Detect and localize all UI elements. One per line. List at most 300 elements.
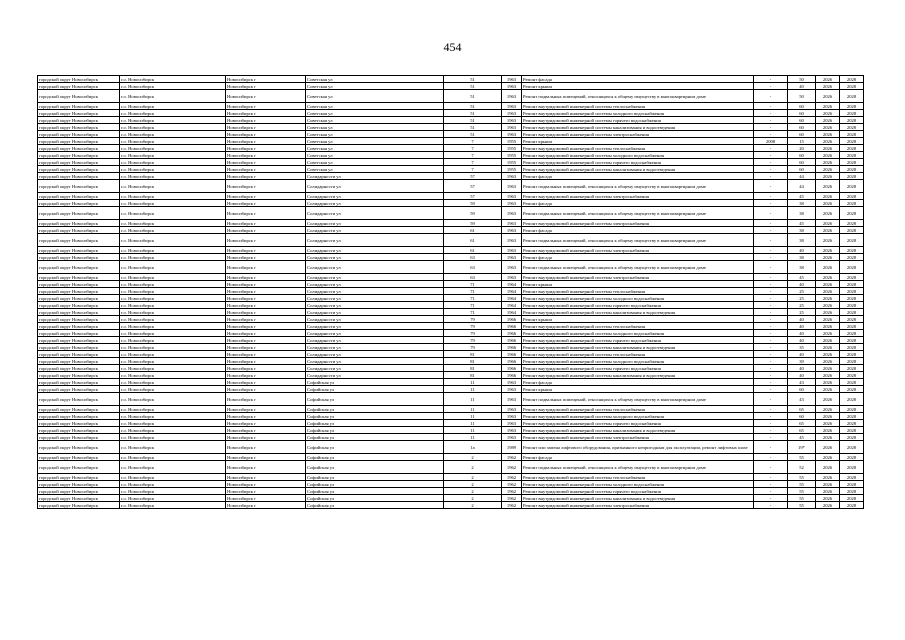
settlement-cell: г.о. Новосибирск bbox=[120, 103, 226, 110]
work-type-cell: Ремонт внутридомовой инженерной системы горячего водоснабжения bbox=[522, 365, 754, 372]
street-cell: Софийская ул bbox=[306, 495, 444, 502]
settlement-cell: г.о. Новосибирск bbox=[120, 261, 226, 274]
plan-end-year-cell: 2028 bbox=[840, 254, 864, 261]
plan-start-year-cell: 2026 bbox=[816, 76, 840, 83]
plan-start-year-cell: 2026 bbox=[816, 372, 840, 379]
plan-start-year-cell: 2026 bbox=[816, 441, 840, 454]
plan-end-year-cell: 2028 bbox=[840, 330, 864, 337]
plan-end-year-cell: 2028 bbox=[840, 159, 864, 166]
plan-start-year-cell: 2026 bbox=[816, 427, 840, 434]
house-number-cell: 7 bbox=[444, 138, 502, 145]
street-cell: Советская ул bbox=[306, 159, 444, 166]
municipality-cell: городской округ Новосибирск bbox=[38, 281, 120, 288]
street-cell: Солидарности ул bbox=[306, 337, 444, 344]
work-type-cell: Ремонт внутридомовой инженерной системы канализования и водоотведения bbox=[522, 495, 754, 502]
last-repair-year-cell: - bbox=[754, 474, 788, 481]
table-row bbox=[38, 481, 864, 488]
municipality-cell: городской округ Новосибирск bbox=[38, 166, 120, 173]
municipality-cell: городской округ Новосибирск bbox=[38, 234, 120, 247]
last-repair-year-cell: - bbox=[754, 90, 788, 103]
table-row bbox=[38, 337, 864, 344]
street-cell: Солидарности ул bbox=[306, 200, 444, 207]
last-repair-year-cell: - bbox=[754, 83, 788, 90]
municipality-cell: городской округ Новосибирск bbox=[38, 323, 120, 330]
work-type-cell: Ремонт подвальных помещений, относящихся к общему имуществу в многоквартирном доме bbox=[522, 393, 754, 406]
build-year-cell: 1963 bbox=[502, 110, 522, 117]
city-cell: Новосибирск г bbox=[226, 166, 306, 173]
wear-percent-cell: 60 bbox=[788, 413, 816, 420]
plan-end-year-cell: 2028 bbox=[840, 117, 864, 124]
plan-start-year-cell: 2026 bbox=[816, 420, 840, 427]
table-row bbox=[38, 173, 864, 180]
last-repair-year-cell: - bbox=[754, 481, 788, 488]
last-repair-year-cell: - bbox=[754, 173, 788, 180]
settlement-cell: г.о. Новосибирск bbox=[120, 180, 226, 193]
build-year-cell: 1962 bbox=[502, 461, 522, 474]
wear-percent-cell: 50 bbox=[788, 90, 816, 103]
settlement-cell: г.о. Новосибирск bbox=[120, 365, 226, 372]
city-cell: Новосибирск г bbox=[226, 441, 306, 454]
plan-start-year-cell: 2026 bbox=[816, 83, 840, 90]
plan-end-year-cell: 2028 bbox=[840, 358, 864, 365]
work-type-cell: Ремонт внутридомовой инженерной системы электроснабжения bbox=[522, 220, 754, 227]
table-row bbox=[38, 261, 864, 274]
city-cell: Новосибирск г bbox=[226, 413, 306, 420]
plan-start-year-cell: 2026 bbox=[816, 323, 840, 330]
municipality-cell: городской округ Новосибирск bbox=[38, 200, 120, 207]
house-number-cell: 57 bbox=[444, 180, 502, 193]
settlement-cell: г.о. Новосибирск bbox=[120, 434, 226, 441]
work-type-cell: Ремонт внутридомовой инженерной системы теплоснабжения bbox=[522, 323, 754, 330]
city-cell: Новосибирск г bbox=[226, 180, 306, 193]
street-cell: Солидарности ул bbox=[306, 330, 444, 337]
wear-percent-cell: 55 bbox=[788, 474, 816, 481]
municipality-cell: городской округ Новосибирск bbox=[38, 420, 120, 427]
municipality-cell: городской округ Новосибирск bbox=[38, 474, 120, 481]
table-row bbox=[38, 83, 864, 90]
settlement-cell: г.о. Новосибирск bbox=[120, 138, 226, 145]
table-row bbox=[38, 227, 864, 234]
table-row bbox=[38, 131, 864, 138]
city-cell: Новосибирск г bbox=[226, 316, 306, 323]
plan-start-year-cell: 2026 bbox=[816, 413, 840, 420]
settlement-cell: г.о. Новосибирск bbox=[120, 227, 226, 234]
table-row bbox=[38, 379, 864, 386]
table-row bbox=[38, 427, 864, 434]
house-number-cell: 59 bbox=[444, 200, 502, 207]
build-year-cell: 1955 bbox=[502, 166, 522, 173]
work-type-cell: Ремонт внутридомовой инженерной системы горячего водоснабжения bbox=[522, 420, 754, 427]
table-row bbox=[38, 90, 864, 103]
work-type-cell: Ремонт внутридомовой инженерной системы холодного водоснабжения bbox=[522, 330, 754, 337]
plan-end-year-cell: 2028 bbox=[840, 461, 864, 474]
build-year-cell: 1963 bbox=[502, 200, 522, 207]
plan-start-year-cell: 2026 bbox=[816, 159, 840, 166]
plan-start-year-cell: 2026 bbox=[816, 351, 840, 358]
municipality-cell: городской округ Новосибирск bbox=[38, 131, 120, 138]
street-cell: Солидарности ул bbox=[306, 220, 444, 227]
municipality-cell: городской округ Новосибирск bbox=[38, 173, 120, 180]
table-row bbox=[38, 247, 864, 254]
work-type-cell: Ремонт внутридомовой инженерной системы канализования и водоотведения bbox=[522, 124, 754, 131]
table-row bbox=[38, 159, 864, 166]
house-number-cell: 2 bbox=[444, 474, 502, 481]
municipality-cell: городской округ Новосибирск bbox=[38, 261, 120, 274]
build-year-cell: 1963 bbox=[502, 207, 522, 220]
last-repair-year-cell: - bbox=[754, 344, 788, 351]
plan-end-year-cell: 2028 bbox=[840, 152, 864, 159]
plan-end-year-cell: 2028 bbox=[840, 200, 864, 207]
municipality-cell: городской округ Новосибирск bbox=[38, 180, 120, 193]
wear-percent-cell: 55 bbox=[788, 502, 816, 509]
table-row bbox=[38, 117, 864, 124]
build-year-cell: 1963 bbox=[502, 427, 522, 434]
plan-end-year-cell: 2028 bbox=[840, 193, 864, 200]
wear-percent-cell: 44 bbox=[788, 173, 816, 180]
street-cell: Солидарности ул bbox=[306, 193, 444, 200]
settlement-cell: г.о. Новосибирск bbox=[120, 337, 226, 344]
work-type-cell: Ремонт внутридомовой инженерной системы теплоснабжения bbox=[522, 406, 754, 413]
table-row bbox=[38, 474, 864, 481]
build-year-cell: 1966 bbox=[502, 316, 522, 323]
street-cell: Солидарности ул bbox=[306, 288, 444, 295]
house-number-cell: 57 bbox=[444, 173, 502, 180]
municipality-cell: городской округ Новосибирск bbox=[38, 502, 120, 509]
build-year-cell: 1963 bbox=[502, 131, 522, 138]
plan-start-year-cell: 2026 bbox=[816, 295, 840, 302]
work-type-cell: Ремонт внутридомовой инженерной системы горячего водоснабжения bbox=[522, 488, 754, 495]
work-type-cell: Ремонт внутридомовой инженерной системы канализования и водоотведения bbox=[522, 166, 754, 173]
street-cell: Софийская ул bbox=[306, 454, 444, 461]
municipality-cell: городской округ Новосибирск bbox=[38, 138, 120, 145]
municipality-cell: городской округ Новосибирск bbox=[38, 288, 120, 295]
work-type-cell: Ремонт внутридомовой инженерной системы электроснабжения bbox=[522, 193, 754, 200]
house-number-cell: 11 bbox=[444, 420, 502, 427]
plan-end-year-cell: 2028 bbox=[840, 406, 864, 413]
wear-percent-cell: 40 bbox=[788, 247, 816, 254]
municipality-cell: городской округ Новосибирск bbox=[38, 316, 120, 323]
settlement-cell: г.о. Новосибирск bbox=[120, 413, 226, 420]
table-row bbox=[38, 495, 864, 502]
plan-end-year-cell: 2028 bbox=[840, 166, 864, 173]
house-number-cell: 79 bbox=[444, 316, 502, 323]
plan-start-year-cell: 2026 bbox=[816, 200, 840, 207]
wear-percent-cell: 55 bbox=[788, 495, 816, 502]
street-cell: Софийская ул bbox=[306, 393, 444, 406]
wear-percent-cell: 52 bbox=[788, 461, 816, 474]
municipality-cell: городской округ Новосибирск bbox=[38, 220, 120, 227]
wear-percent-cell: 25 bbox=[788, 288, 816, 295]
settlement-cell: г.о. Новосибирск bbox=[120, 488, 226, 495]
plan-end-year-cell: 2028 bbox=[840, 220, 864, 227]
wear-percent-cell: 55 bbox=[788, 488, 816, 495]
plan-end-year-cell: 2028 bbox=[840, 180, 864, 193]
settlement-cell: г.о. Новосибирск bbox=[120, 166, 226, 173]
plan-start-year-cell: 2026 bbox=[816, 152, 840, 159]
build-year-cell: 1963 bbox=[502, 220, 522, 227]
plan-start-year-cell: 2026 bbox=[816, 316, 840, 323]
plan-start-year-cell: 2026 bbox=[816, 234, 840, 247]
city-cell: Новосибирск г bbox=[226, 481, 306, 488]
city-cell: Новосибирск г bbox=[226, 337, 306, 344]
street-cell: Солидарности ул bbox=[306, 344, 444, 351]
last-repair-year-cell: - bbox=[754, 193, 788, 200]
street-cell: Советская ул bbox=[306, 166, 444, 173]
municipality-cell: городской округ Новосибирск bbox=[38, 337, 120, 344]
plan-start-year-cell: 2026 bbox=[816, 330, 840, 337]
municipality-cell: городской округ Новосибирск bbox=[38, 488, 120, 495]
city-cell: Новосибирск г bbox=[226, 227, 306, 234]
street-cell: Софийская ул bbox=[306, 502, 444, 509]
wear-percent-cell: 45 bbox=[788, 434, 816, 441]
city-cell: Новосибирск г bbox=[226, 193, 306, 200]
wear-percent-cell: 38 bbox=[788, 234, 816, 247]
municipality-cell: городской округ Новосибирск bbox=[38, 358, 120, 365]
build-year-cell: 1963 bbox=[502, 173, 522, 180]
last-repair-year-cell: - bbox=[754, 124, 788, 131]
last-repair-year-cell: - bbox=[754, 372, 788, 379]
last-repair-year-cell: - bbox=[754, 207, 788, 220]
build-year-cell: 1963 bbox=[502, 124, 522, 131]
house-number-cell: 11 bbox=[444, 379, 502, 386]
wear-percent-cell: 15 bbox=[788, 138, 816, 145]
plan-end-year-cell: 2028 bbox=[840, 131, 864, 138]
plan-start-year-cell: 2026 bbox=[816, 309, 840, 316]
plan-start-year-cell: 2026 bbox=[816, 288, 840, 295]
last-repair-year-cell: - bbox=[754, 288, 788, 295]
wear-percent-cell: 45 bbox=[788, 220, 816, 227]
street-cell: Софийская ул bbox=[306, 379, 444, 386]
build-year-cell: 1963 bbox=[502, 413, 522, 420]
work-type-cell: Ремонт крыши bbox=[522, 138, 754, 145]
house-number-cell: 79 bbox=[444, 323, 502, 330]
settlement-cell: г.о. Новосибирск bbox=[120, 454, 226, 461]
municipality-cell: городской округ Новосибирск bbox=[38, 379, 120, 386]
last-repair-year-cell: - bbox=[754, 351, 788, 358]
city-cell: Новосибирск г bbox=[226, 76, 306, 83]
settlement-cell: г.о. Новосибирск bbox=[120, 90, 226, 103]
plan-end-year-cell: 2028 bbox=[840, 495, 864, 502]
municipality-cell: городской округ Новосибирск bbox=[38, 145, 120, 152]
build-year-cell: 1963 bbox=[502, 386, 522, 393]
table-row bbox=[38, 330, 864, 337]
plan-end-year-cell: 2028 bbox=[840, 247, 864, 254]
table-row bbox=[38, 406, 864, 413]
plan-end-year-cell: 2028 bbox=[840, 173, 864, 180]
wear-percent-cell: 40 bbox=[788, 330, 816, 337]
wear-percent-cell: 43 bbox=[788, 393, 816, 406]
street-cell: Солидарности ул bbox=[306, 309, 444, 316]
municipality-cell: городской округ Новосибирск bbox=[38, 372, 120, 379]
plan-end-year-cell: 2028 bbox=[840, 76, 864, 83]
street-cell: Софийская ул bbox=[306, 427, 444, 434]
settlement-cell: г.о. Новосибирск bbox=[120, 247, 226, 254]
wear-percent-cell: 45 bbox=[788, 274, 816, 281]
work-type-cell: Ремонт подвальных помещений, относящихся к общему имуществу в многоквартирном доме bbox=[522, 90, 754, 103]
city-cell: Новосибирск г bbox=[226, 83, 306, 90]
last-repair-year-cell: - bbox=[754, 337, 788, 344]
work-type-cell: Ремонт подвальных помещений, относящихся к общему имуществу в многоквартирном доме bbox=[522, 261, 754, 274]
house-number-cell: 7 bbox=[444, 159, 502, 166]
house-number-cell: 51 bbox=[444, 117, 502, 124]
street-cell: Софийская ул bbox=[306, 474, 444, 481]
plan-end-year-cell: 2028 bbox=[840, 323, 864, 330]
settlement-cell: г.о. Новосибирск bbox=[120, 474, 226, 481]
house-number-cell: 2 bbox=[444, 481, 502, 488]
street-cell: Солидарности ул bbox=[306, 372, 444, 379]
settlement-cell: г.о. Новосибирск bbox=[120, 427, 226, 434]
plan-end-year-cell: 2028 bbox=[840, 302, 864, 309]
wear-percent-cell: 55 bbox=[788, 481, 816, 488]
municipality-cell: городской округ Новосибирск bbox=[38, 344, 120, 351]
street-cell: Советская ул bbox=[306, 117, 444, 124]
build-year-cell: 1964 bbox=[502, 281, 522, 288]
wear-percent-cell: 60 bbox=[788, 166, 816, 173]
build-year-cell: 1962 bbox=[502, 495, 522, 502]
wear-percent-cell: 60 bbox=[788, 152, 816, 159]
plan-end-year-cell: 2028 bbox=[840, 110, 864, 117]
table-row bbox=[38, 180, 864, 193]
plan-start-year-cell: 2026 bbox=[816, 261, 840, 274]
last-repair-year-cell: - bbox=[754, 281, 788, 288]
work-type-cell: Ремонт подвальных помещений, относящихся к общему имуществу в многоквартирном доме bbox=[522, 207, 754, 220]
plan-end-year-cell: 2028 bbox=[840, 427, 864, 434]
city-cell: Новосибирск г bbox=[226, 274, 306, 281]
last-repair-year-cell: - bbox=[754, 316, 788, 323]
house-number-cell: 51 bbox=[444, 76, 502, 83]
street-cell: Солидарности ул bbox=[306, 358, 444, 365]
table-row bbox=[38, 386, 864, 393]
settlement-cell: г.о. Новосибирск bbox=[120, 220, 226, 227]
city-cell: Новосибирск г bbox=[226, 90, 306, 103]
wear-percent-cell: 60 bbox=[788, 124, 816, 131]
last-repair-year-cell: - bbox=[754, 323, 788, 330]
work-type-cell: Ремонт крыши bbox=[522, 281, 754, 288]
wear-percent-cell: 40 bbox=[788, 351, 816, 358]
build-year-cell: 1963 bbox=[502, 254, 522, 261]
build-year-cell: 1964 bbox=[502, 295, 522, 302]
city-cell: Новосибирск г bbox=[226, 474, 306, 481]
house-number-cell: 1a bbox=[444, 441, 502, 454]
house-number-cell: 11 bbox=[444, 413, 502, 420]
city-cell: Новосибирск г bbox=[226, 302, 306, 309]
settlement-cell: г.о. Новосибирск bbox=[120, 295, 226, 302]
last-repair-year-cell: - bbox=[754, 152, 788, 159]
table-row bbox=[38, 434, 864, 441]
work-type-cell: Ремонт внутридомовой инженерной системы теплоснабжения bbox=[522, 103, 754, 110]
plan-start-year-cell: 2026 bbox=[816, 488, 840, 495]
city-cell: Новосибирск г bbox=[226, 131, 306, 138]
plan-start-year-cell: 2026 bbox=[816, 502, 840, 509]
build-year-cell: 1963 bbox=[502, 434, 522, 441]
last-repair-year-cell: - bbox=[754, 76, 788, 83]
street-cell: Софийская ул bbox=[306, 441, 444, 454]
house-number-cell: 61 bbox=[444, 234, 502, 247]
last-repair-year-cell: - bbox=[754, 502, 788, 509]
municipality-cell: городской округ Новосибирск bbox=[38, 117, 120, 124]
plan-start-year-cell: 2026 bbox=[816, 434, 840, 441]
last-repair-year-cell: - bbox=[754, 495, 788, 502]
last-repair-year-cell: - bbox=[754, 413, 788, 420]
last-repair-year-cell: - bbox=[754, 406, 788, 413]
work-type-cell: Ремонт фасада bbox=[522, 379, 754, 386]
table-row bbox=[38, 488, 864, 495]
work-type-cell: Ремонт крыши bbox=[522, 83, 754, 90]
street-cell: Советская ул bbox=[306, 145, 444, 152]
street-cell: Солидарности ул bbox=[306, 365, 444, 372]
street-cell: Софийская ул bbox=[306, 413, 444, 420]
table-row bbox=[38, 302, 864, 309]
plan-start-year-cell: 2026 bbox=[816, 131, 840, 138]
page-number: 454 bbox=[443, 40, 462, 54]
plan-end-year-cell: 2028 bbox=[840, 124, 864, 131]
street-cell: Солидарности ул bbox=[306, 173, 444, 180]
city-cell: Новосибирск г bbox=[226, 207, 306, 220]
wear-percent-cell: 65 bbox=[788, 406, 816, 413]
municipality-cell: городской округ Новосибирск bbox=[38, 295, 120, 302]
plan-start-year-cell: 2026 bbox=[816, 254, 840, 261]
build-year-cell: 1966 bbox=[502, 358, 522, 365]
build-year-cell: 1966 bbox=[502, 330, 522, 337]
build-year-cell: 1966 bbox=[502, 365, 522, 372]
municipality-cell: городской округ Новосибирск bbox=[38, 227, 120, 234]
plan-start-year-cell: 2026 bbox=[816, 454, 840, 461]
settlement-cell: г.о. Новосибирск bbox=[120, 207, 226, 220]
house-number-cell: 51 bbox=[444, 90, 502, 103]
build-year-cell: 1962 bbox=[502, 481, 522, 488]
plan-start-year-cell: 2026 bbox=[816, 358, 840, 365]
street-cell: Софийская ул bbox=[306, 481, 444, 488]
wear-percent-cell: 44 bbox=[788, 180, 816, 193]
house-number-cell: 81 bbox=[444, 372, 502, 379]
table-row bbox=[38, 358, 864, 365]
work-type-cell: Ремонт внутридомовой инженерной системы теплоснабжения bbox=[522, 474, 754, 481]
plan-start-year-cell: 2026 bbox=[816, 337, 840, 344]
work-type-cell: Ремонт или замена лифтового оборудования, признанного непригодным для эксплуатации, ремонт лифтовых шахт bbox=[522, 441, 754, 454]
house-number-cell: 79 bbox=[444, 330, 502, 337]
house-number-cell: 71 bbox=[444, 295, 502, 302]
city-cell: Новосибирск г bbox=[226, 234, 306, 247]
plan-end-year-cell: 2028 bbox=[840, 413, 864, 420]
city-cell: Новосибирск г bbox=[226, 386, 306, 393]
last-repair-year-cell: - bbox=[754, 200, 788, 207]
plan-end-year-cell: 2028 bbox=[840, 234, 864, 247]
city-cell: Новосибирск г bbox=[226, 461, 306, 474]
plan-start-year-cell: 2026 bbox=[816, 193, 840, 200]
wear-percent-cell: 40 bbox=[788, 83, 816, 90]
table-row bbox=[38, 254, 864, 261]
plan-end-year-cell: 2028 bbox=[840, 474, 864, 481]
wear-percent-cell: 60 bbox=[788, 110, 816, 117]
table-row bbox=[38, 281, 864, 288]
city-cell: Новосибирск г bbox=[226, 138, 306, 145]
plan-end-year-cell: 2028 bbox=[840, 274, 864, 281]
last-repair-year-cell: - bbox=[754, 166, 788, 173]
plan-end-year-cell: 2028 bbox=[840, 337, 864, 344]
work-type-cell: Ремонт внутридомовой инженерной системы электроснабжения bbox=[522, 434, 754, 441]
municipality-cell: городской округ Новосибирск bbox=[38, 247, 120, 254]
city-cell: Новосибирск г bbox=[226, 495, 306, 502]
wear-percent-cell: 40 bbox=[788, 365, 816, 372]
build-year-cell: 1962 bbox=[502, 488, 522, 495]
settlement-cell: г.о. Новосибирск bbox=[120, 502, 226, 509]
build-year-cell: 1955 bbox=[502, 159, 522, 166]
house-number-cell: 79 bbox=[444, 344, 502, 351]
wear-percent-cell: 40 bbox=[788, 316, 816, 323]
street-cell: Советская ул bbox=[306, 124, 444, 131]
city-cell: Новосибирск г bbox=[226, 309, 306, 316]
table-row bbox=[38, 145, 864, 152]
